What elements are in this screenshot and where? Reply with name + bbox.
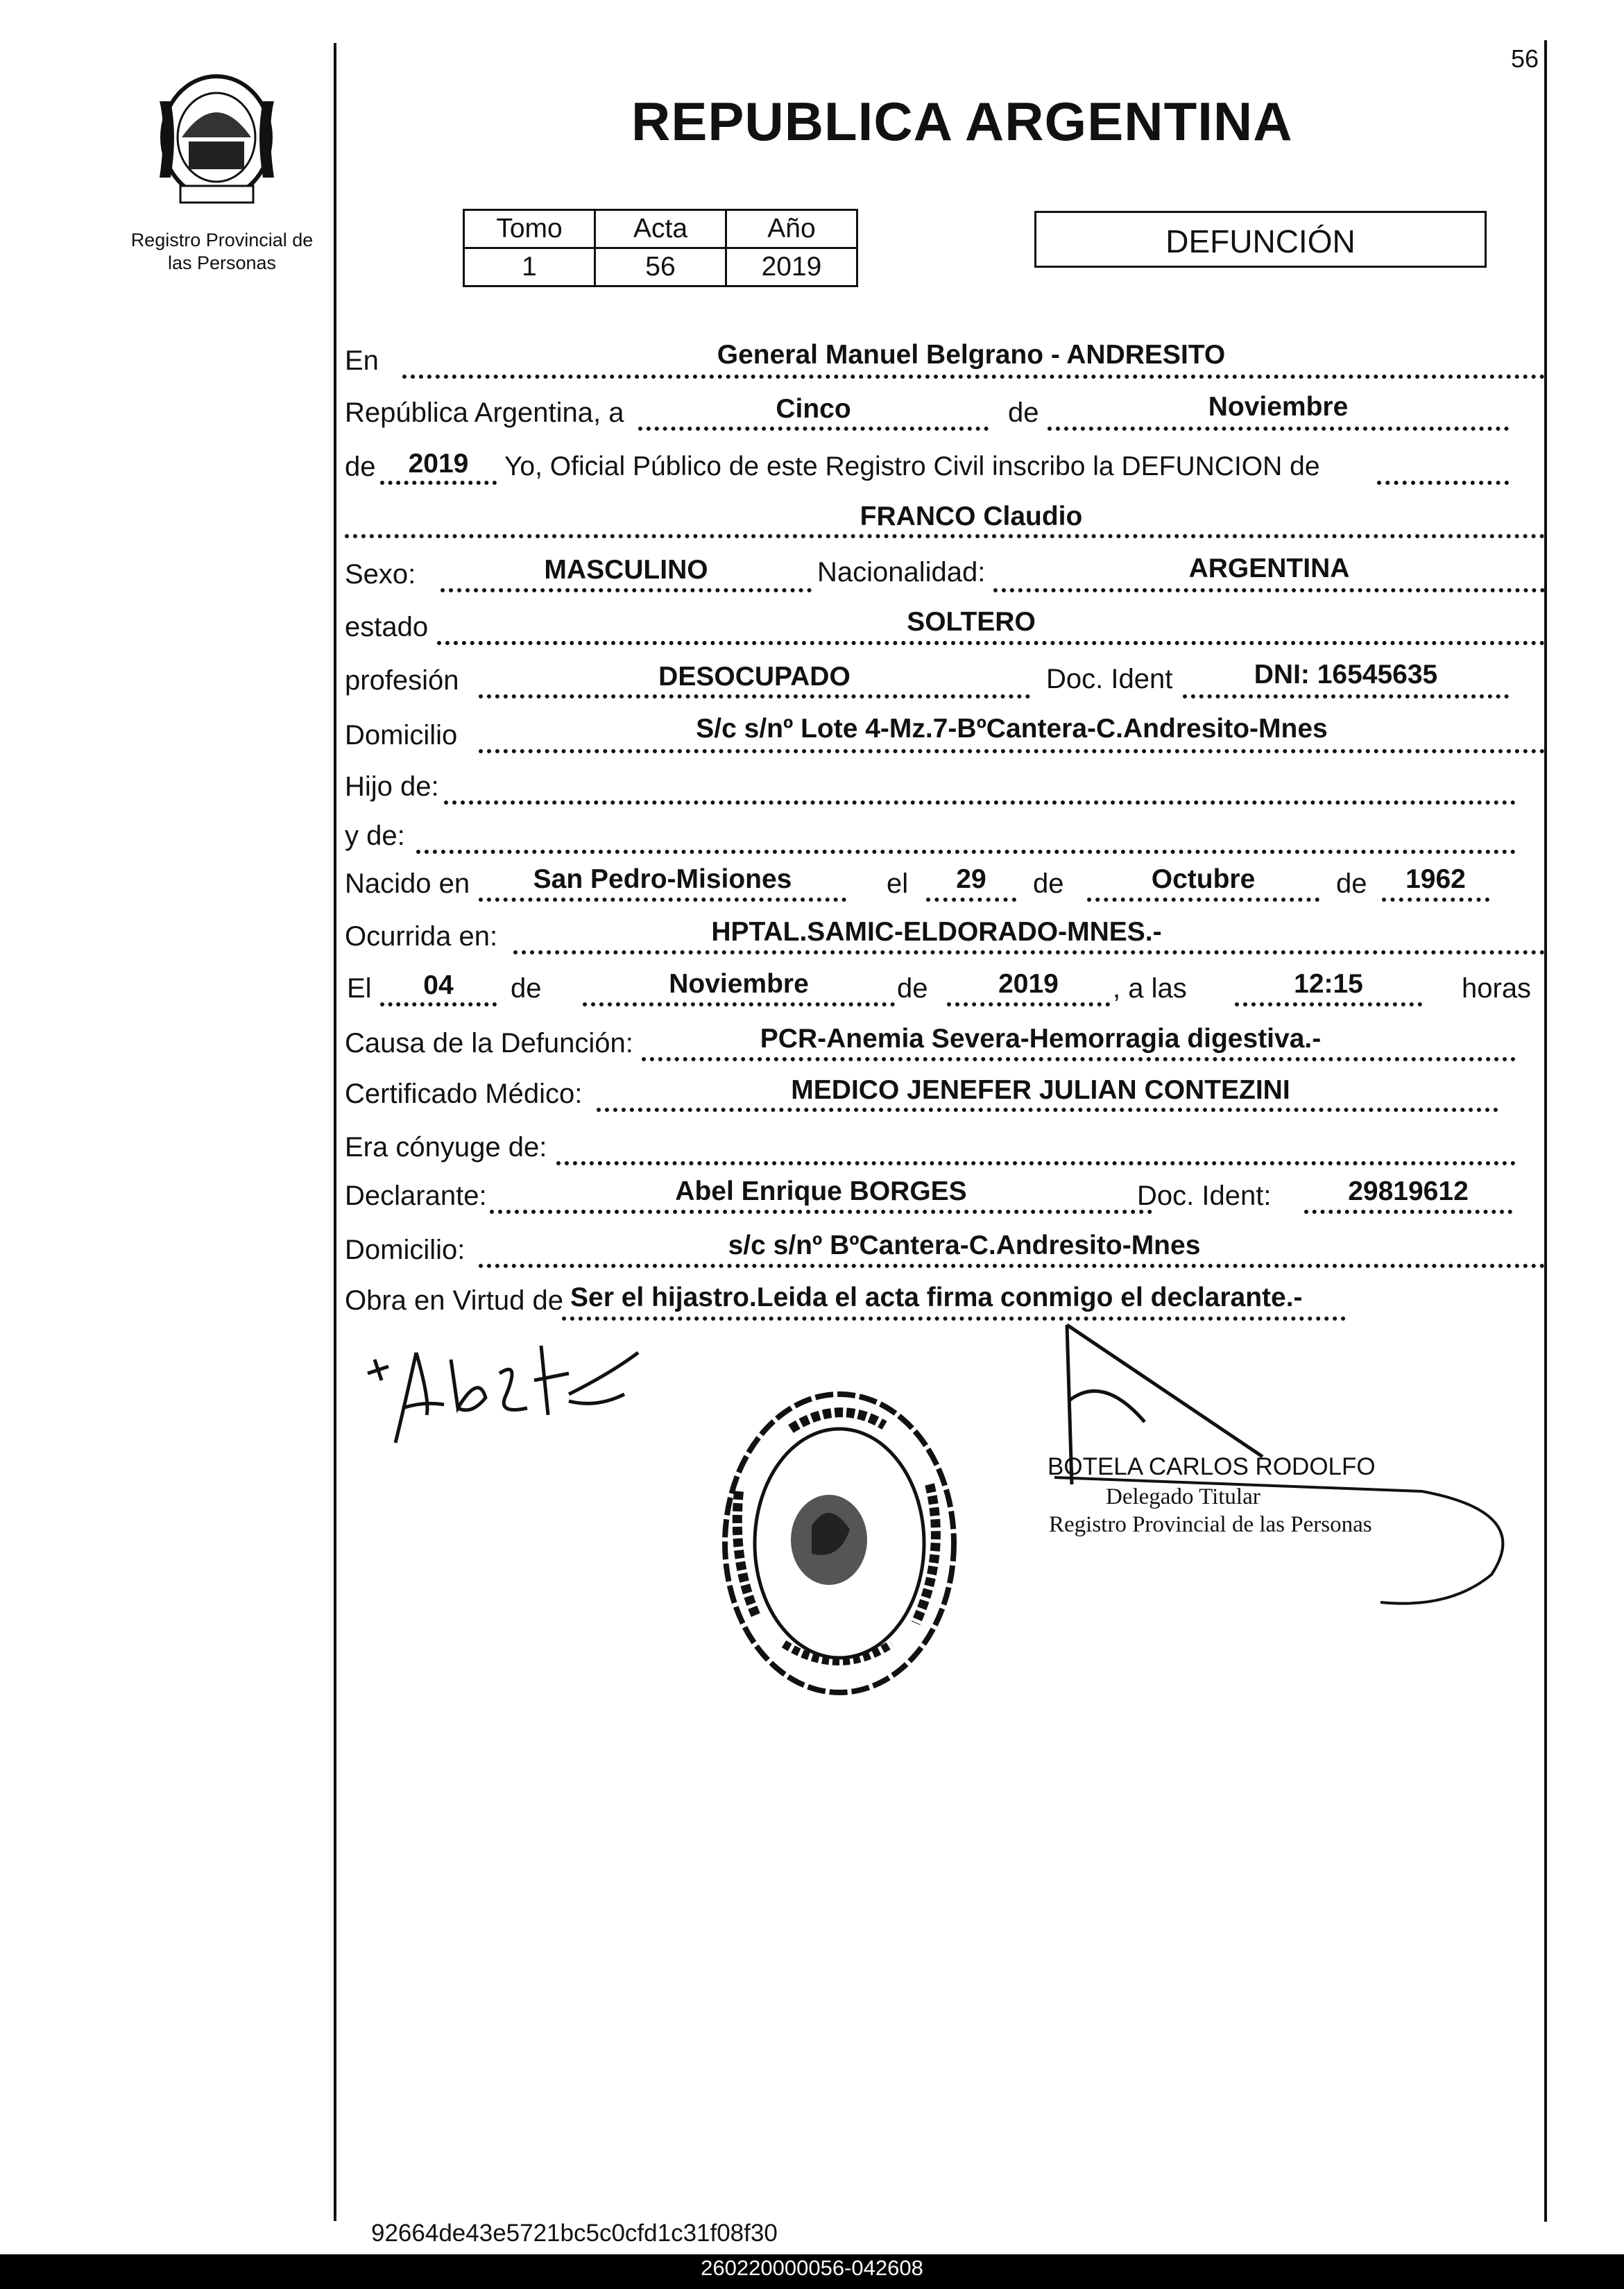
dotted-line	[444, 800, 1516, 805]
dotted-line	[1382, 898, 1489, 902]
label-de: de	[511, 973, 542, 1004]
registry-header-tomo: Tomo	[464, 210, 595, 248]
label-estado: estado	[345, 612, 429, 642]
document-hash: 92664de43e5721bc5c0cfd1c31f08f30	[371, 2220, 778, 2247]
dotted-line	[1304, 1210, 1512, 1214]
dotted-line	[926, 898, 1016, 902]
label-nacionalidad: Nacionalidad:	[817, 557, 986, 588]
label-republica: República Argentina, a	[345, 397, 624, 428]
dotted-line	[638, 427, 989, 431]
organization-line-2: las Personas	[167, 252, 277, 273]
label-domicilio: Domicilio	[345, 720, 458, 751]
dotted-line	[416, 850, 1516, 854]
value-place-of-death: HPTAL.SAMIC-ELDORADO-MNES.-	[711, 917, 1162, 947]
dotted-line	[583, 1002, 895, 1006]
province-seal-icon	[146, 60, 288, 209]
label-sexo: Sexo:	[345, 559, 416, 590]
value-obra-en-virtud: Ser el hijastro.Leida el acta firma conmigo el declarante.-	[570, 1283, 1303, 1312]
label-y-de: y de:	[345, 821, 405, 851]
official-org: Registro Provincial de las Personas	[1049, 1512, 1372, 1537]
value-day-words: Cinco	[776, 394, 851, 424]
dotted-line	[947, 1002, 1110, 1006]
value-estado: SOLTERO	[907, 607, 1036, 637]
registry-header-acta: Acta	[595, 210, 726, 248]
value-declarant-domicilio: s/c s/nº BºCantera-C.Andresito-Mnes	[728, 1231, 1201, 1260]
label-ocurrida-en: Ocurrida en:	[345, 921, 498, 952]
label-de: de	[1008, 397, 1039, 428]
value-cause-of-death: PCR-Anemia Severa-Hemorragia digestiva.-	[760, 1024, 1322, 1054]
value-year: 2019	[408, 449, 469, 479]
label-de: de	[1033, 868, 1064, 899]
left-margin-line	[334, 43, 336, 2221]
registration-statement: Yo, Oficial Público de este Registro Civil inscribo la DEFUNCION de	[504, 452, 1320, 481]
value-domicilio: S/c s/nº Lote 4-Mz.7-BºCantera-C.Andresito-Mnes	[696, 714, 1328, 744]
organization-name	[118, 229, 326, 275]
dotted-line	[345, 534, 1545, 538]
value-birth-month: Octubre	[1151, 864, 1256, 894]
registry-header-ano: Año	[726, 210, 857, 248]
dotted-line	[1087, 898, 1319, 902]
registry-value-tomo: 1	[464, 248, 595, 286]
label-profesion: profesión	[345, 665, 459, 696]
page-title: REPUBLICA ARGENTINA	[631, 91, 1293, 152]
dotted-line	[1183, 694, 1509, 698]
value-sexo: MASCULINO	[544, 555, 708, 585]
value-doc-ident: DNI: 16545635	[1254, 660, 1438, 689]
label-causa: Causa de la Defunción:	[345, 1028, 633, 1058]
label-declarante: Declarante:	[345, 1181, 487, 1211]
label-nacido-en: Nacido en	[345, 868, 470, 899]
dotted-line	[479, 1264, 1545, 1268]
dotted-line	[1235, 1002, 1422, 1006]
value-month: Noviembre	[1208, 392, 1349, 422]
barcode-number: 260220000056-042608	[701, 2256, 923, 2280]
value-birth-day: 29	[956, 864, 986, 894]
value-declarant-doc: 29819612	[1348, 1176, 1469, 1206]
right-margin-line	[1544, 40, 1547, 2222]
label-de: de	[1336, 868, 1367, 899]
value-death-year: 2019	[998, 969, 1059, 999]
dotted-line	[441, 588, 812, 592]
official-title: Delegado Titular	[1106, 1484, 1260, 1509]
value-profesion: DESOCUPADO	[658, 662, 851, 692]
label-obra-en-virtud: Obra en Virtud de	[345, 1285, 564, 1316]
value-death-time: 12:15	[1294, 969, 1363, 999]
dotted-line	[380, 481, 497, 485]
dotted-line	[437, 641, 1545, 645]
label-en: En	[345, 345, 379, 376]
official-stamp	[708, 1380, 971, 1706]
value-death-day: 04	[423, 970, 454, 1000]
dotted-line	[380, 1002, 497, 1006]
dotted-line	[479, 694, 1030, 698]
label-a-las: , a las	[1113, 973, 1187, 1004]
label-horas: horas	[1462, 973, 1532, 1004]
value-birth-year: 1962	[1405, 864, 1466, 894]
value-locality: General Manuel Belgrano - ANDRESITO	[717, 340, 1226, 370]
record-type-box: DEFUNCIÓN	[1034, 211, 1487, 268]
value-nacionalidad: ARGENTINA	[1188, 554, 1350, 583]
value-declarant: Abel Enrique BORGES	[675, 1176, 967, 1206]
declarant-signature	[361, 1332, 652, 1457]
dotted-line	[479, 749, 1545, 753]
label-el: el	[887, 868, 909, 899]
label-de: de	[897, 973, 928, 1004]
value-death-month: Noviembre	[669, 969, 809, 999]
label-year-de: de	[345, 452, 376, 482]
label-declarant-doc: Doc. Ident:	[1137, 1181, 1272, 1211]
dotted-line	[402, 375, 1545, 379]
dotted-line	[993, 588, 1545, 592]
value-deceased-name: FRANCO Claudio	[860, 501, 1083, 531]
label-hijo-de: Hijo de:	[345, 771, 439, 802]
value-medical-certificate: MEDICO JENEFER JULIAN CONTEZINI	[791, 1075, 1290, 1105]
label-doc-ident: Doc. Ident	[1046, 664, 1173, 694]
label-el: El	[347, 973, 372, 1004]
registry-table	[463, 209, 858, 287]
label-conyuge: Era cónyuge de:	[345, 1132, 547, 1163]
registry-value-acta: 56	[595, 248, 726, 286]
dotted-line	[513, 950, 1545, 954]
dotted-line	[556, 1161, 1516, 1165]
dotted-line	[597, 1108, 1498, 1112]
dotted-line	[479, 898, 846, 902]
label-certificado: Certificado Médico:	[345, 1079, 583, 1109]
dotted-line	[1048, 427, 1509, 431]
page-number: 56	[1511, 44, 1539, 73]
dotted-line	[490, 1210, 1152, 1214]
dotted-line	[1377, 481, 1509, 485]
dotted-line	[642, 1057, 1516, 1061]
official-name: BOTELA CARLOS RODOLFO	[1048, 1453, 1376, 1480]
label-declarant-domicilio: Domicilio:	[345, 1235, 465, 1265]
value-birthplace: San Pedro-Misiones	[533, 864, 792, 894]
registry-value-ano: 2019	[726, 248, 857, 286]
organization-line-1: Registro Provincial de	[130, 230, 314, 250]
